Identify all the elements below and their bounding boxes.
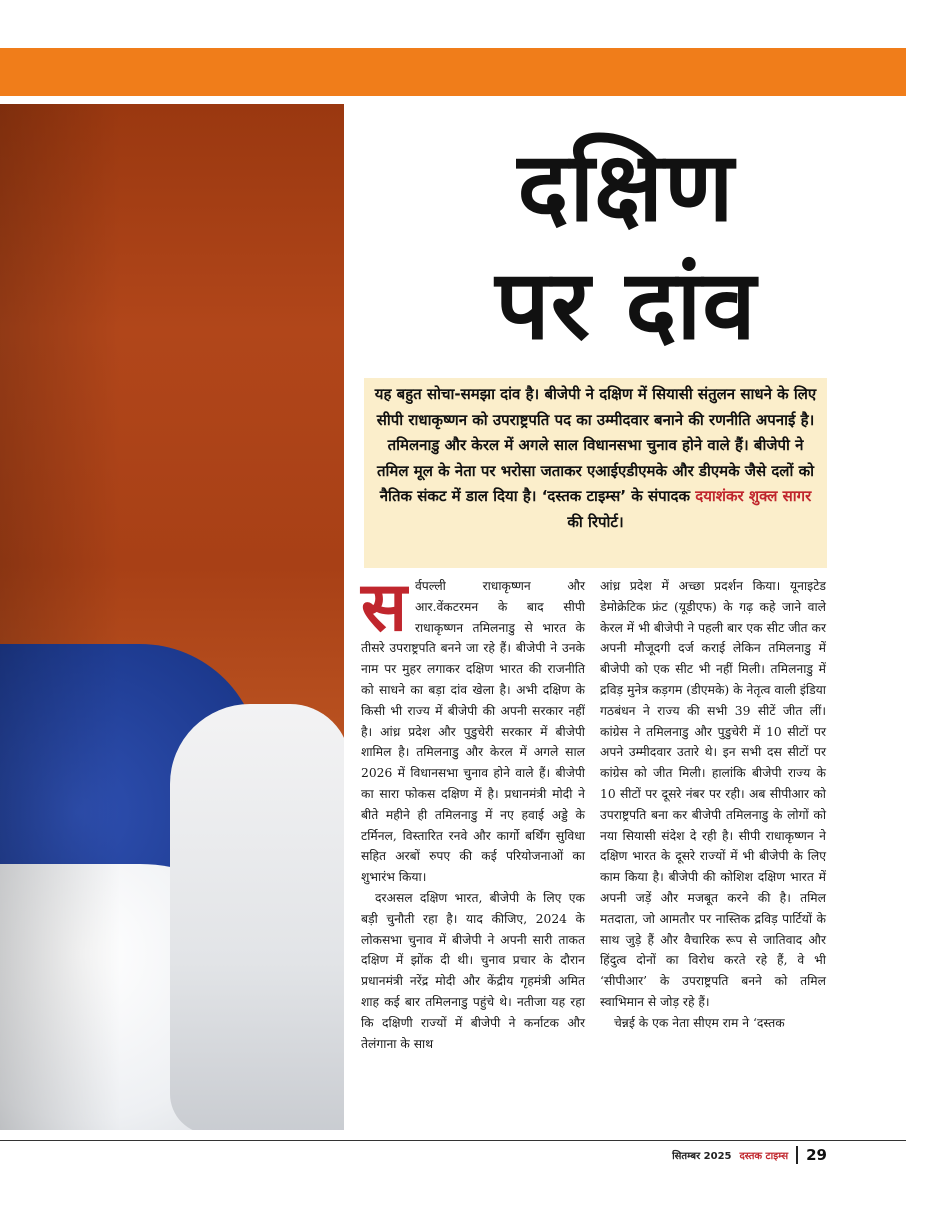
magazine-logo: दस्तक टाइम्स — [739, 1151, 789, 1162]
article-column-1 — [361, 568, 585, 1054]
paragraph: दरअसल दक्षिण भारत, बीजेपी के लिए एक बड़ी चुनौती रहा है। याद कीजिए, 2024 के लोकसभा चुनाव में बीजेपी ने अपनी सारी ताकत दक्षिण में झोंक दी थी। चुनाव प्रचार के दौरान प्रधानमंत्री नरेंद्र मोदी और केंद्रीय गृहमंत्री अमित शाह कई बार तमिलनाडु पहुंचे थे। नतीजा यह रहा कि दक्षिणी राज्यों में बीजेपी ने कर्नाटक और तेलंगाना के साथ — [361, 890, 585, 1051]
photo-shade — [0, 104, 344, 1130]
standfirst-body: यह बहुत सोचा-समझा दांव है। बीजेपी ने दक्षिण में सियासी संतुलन साधने के लिए सीपी राधाकृष्णन को उपराष्ट्रपति पद का उम्मीदवार बनाने की रणनीति अपनाई है। तमिलनाडु और केरल में अगले साल विधानसभा चुनाव होने वाले हैं। बीजेपी ने तमिल मूल के नेता पर भरोसा जताकर एआईएडीएमके और डीएमके जैसे दलों को नैतिक संकट में डाल दिया है। ‘दस्तक टाइम्स’ के संपादक — [374, 385, 817, 505]
author-name: दयाशंकर शुक्ल सागर — [695, 487, 812, 505]
article-column-2 — [600, 576, 826, 1034]
top-color-band — [0, 48, 906, 96]
page-number: 29 — [806, 1146, 827, 1164]
issue-date: सितम्बर 2025 — [672, 1151, 732, 1162]
page-footer — [672, 1145, 827, 1165]
footer-separator — [796, 1146, 798, 1164]
drop-cap: स — [361, 568, 407, 647]
headline-line-2: पर दांव — [495, 249, 757, 361]
standfirst-tail: की रिपोर्ट। — [567, 512, 624, 531]
paragraph: आंध्र प्रदेश में अच्छा प्रदर्शन किया। यूनाइटेड डेमोक्रेटिक फ्रंट (यूडीएफ) के गढ़ कहे जाने वाले केरल में भी बीजेपी ने पहली बार एक सीट जीत कर अपनी मौजूदगी दर्ज कराई लेकिन तमिलनाडु में बीजेपी को एक सीट भी नहीं मिली। तमिलनाडु में द्रविड़ मुनेत्र कड़गम (डीएमके) के नेतृत्व वाली इंडिया गठबंधन ने राज्य की सभी 39 सीटें जीत लीं। कांग्रेस ने तमिलनाडु और पुडुचेरी में 10 सीटों पर अपने उम्मीदवार उतारे थे। इन सभी दस सीटों पर कांग्रेस को जीत मिली। हालांकि बीजेपी राज्य के 10 सीटों पर दूसरे नंबर पर रही। अब सीपीआर को उपराष्ट्रपति बना कर बीजेपी तमिलनाडु के लोगों को नया सियासी संदेश दे रही है। सीपी राधाकृष्णन ने दक्षिण भारत के दूसरे राज्यों में भी बीजेपी के लिए काम किया है। बीजेपी की कोशिश दक्षिण भारत में अपनी जड़ें और मजबूत करने की है। तमिल मतदाता, जो आमतौर पर नास्तिक द्रविड़ पार्टियों के साथ जुड़े हैं और वैचारिक रूप से जातिवाद और हिंदुत्व दोनों का विरोध करते रहे हैं, वे भी ‘सीपीआर’ के उपराष्ट्रपति बनने को तमिल स्वाभिमान से जोड़ रहे हैं। — [600, 579, 826, 1009]
paragraph-text: र्वपल्ली राधाकृष्णन और आर.वेंकटरमन के बाद सीपी राधाकृष्णन तमिलनाडु से भारत के तीसरे उपराष्ट्रपति बनने जा रहे हैं। बीजेपी ने उनके नाम पर मुहर लगाकर दक्षिण भारत की राजनीति को साधने का बड़ा दांव खेला है। अभी दक्षिण के किसी भी राज्य में बीजेपी की अपनी सरकार नहीं है। आंध्र प्रदेश और पुडुचेरी सरकार में बीजेपी शामिल है। तमिलनाडु और केरल में अगले साल 2026 में विधानसभा चुनाव होने वाले हैं। बीजेपी का सारा फोकस दक्षिण में है। प्रधानमंत्री मोदी ने बीते महीने ही तमिलनाडु में नए हवाई अड्डे के टर्मिनल, विस्तारित रनवे और कार्गो बर्थिंग सुविधा सहित अरबों रुपए की कई परियोजनाओं का शुभारंभ किया। — [361, 579, 585, 885]
footer-rule — [0, 1140, 906, 1141]
headline-line-1: दक्षिण — [517, 131, 735, 243]
standfirst-box — [364, 378, 827, 568]
paragraph — [361, 568, 585, 888]
paragraph: चेन्नई के एक नेता सीएम राम ने ‘दस्तक — [614, 1015, 785, 1030]
standfirst-text — [364, 378, 827, 535]
article-headline — [346, 128, 906, 364]
article-photo — [0, 104, 344, 1130]
